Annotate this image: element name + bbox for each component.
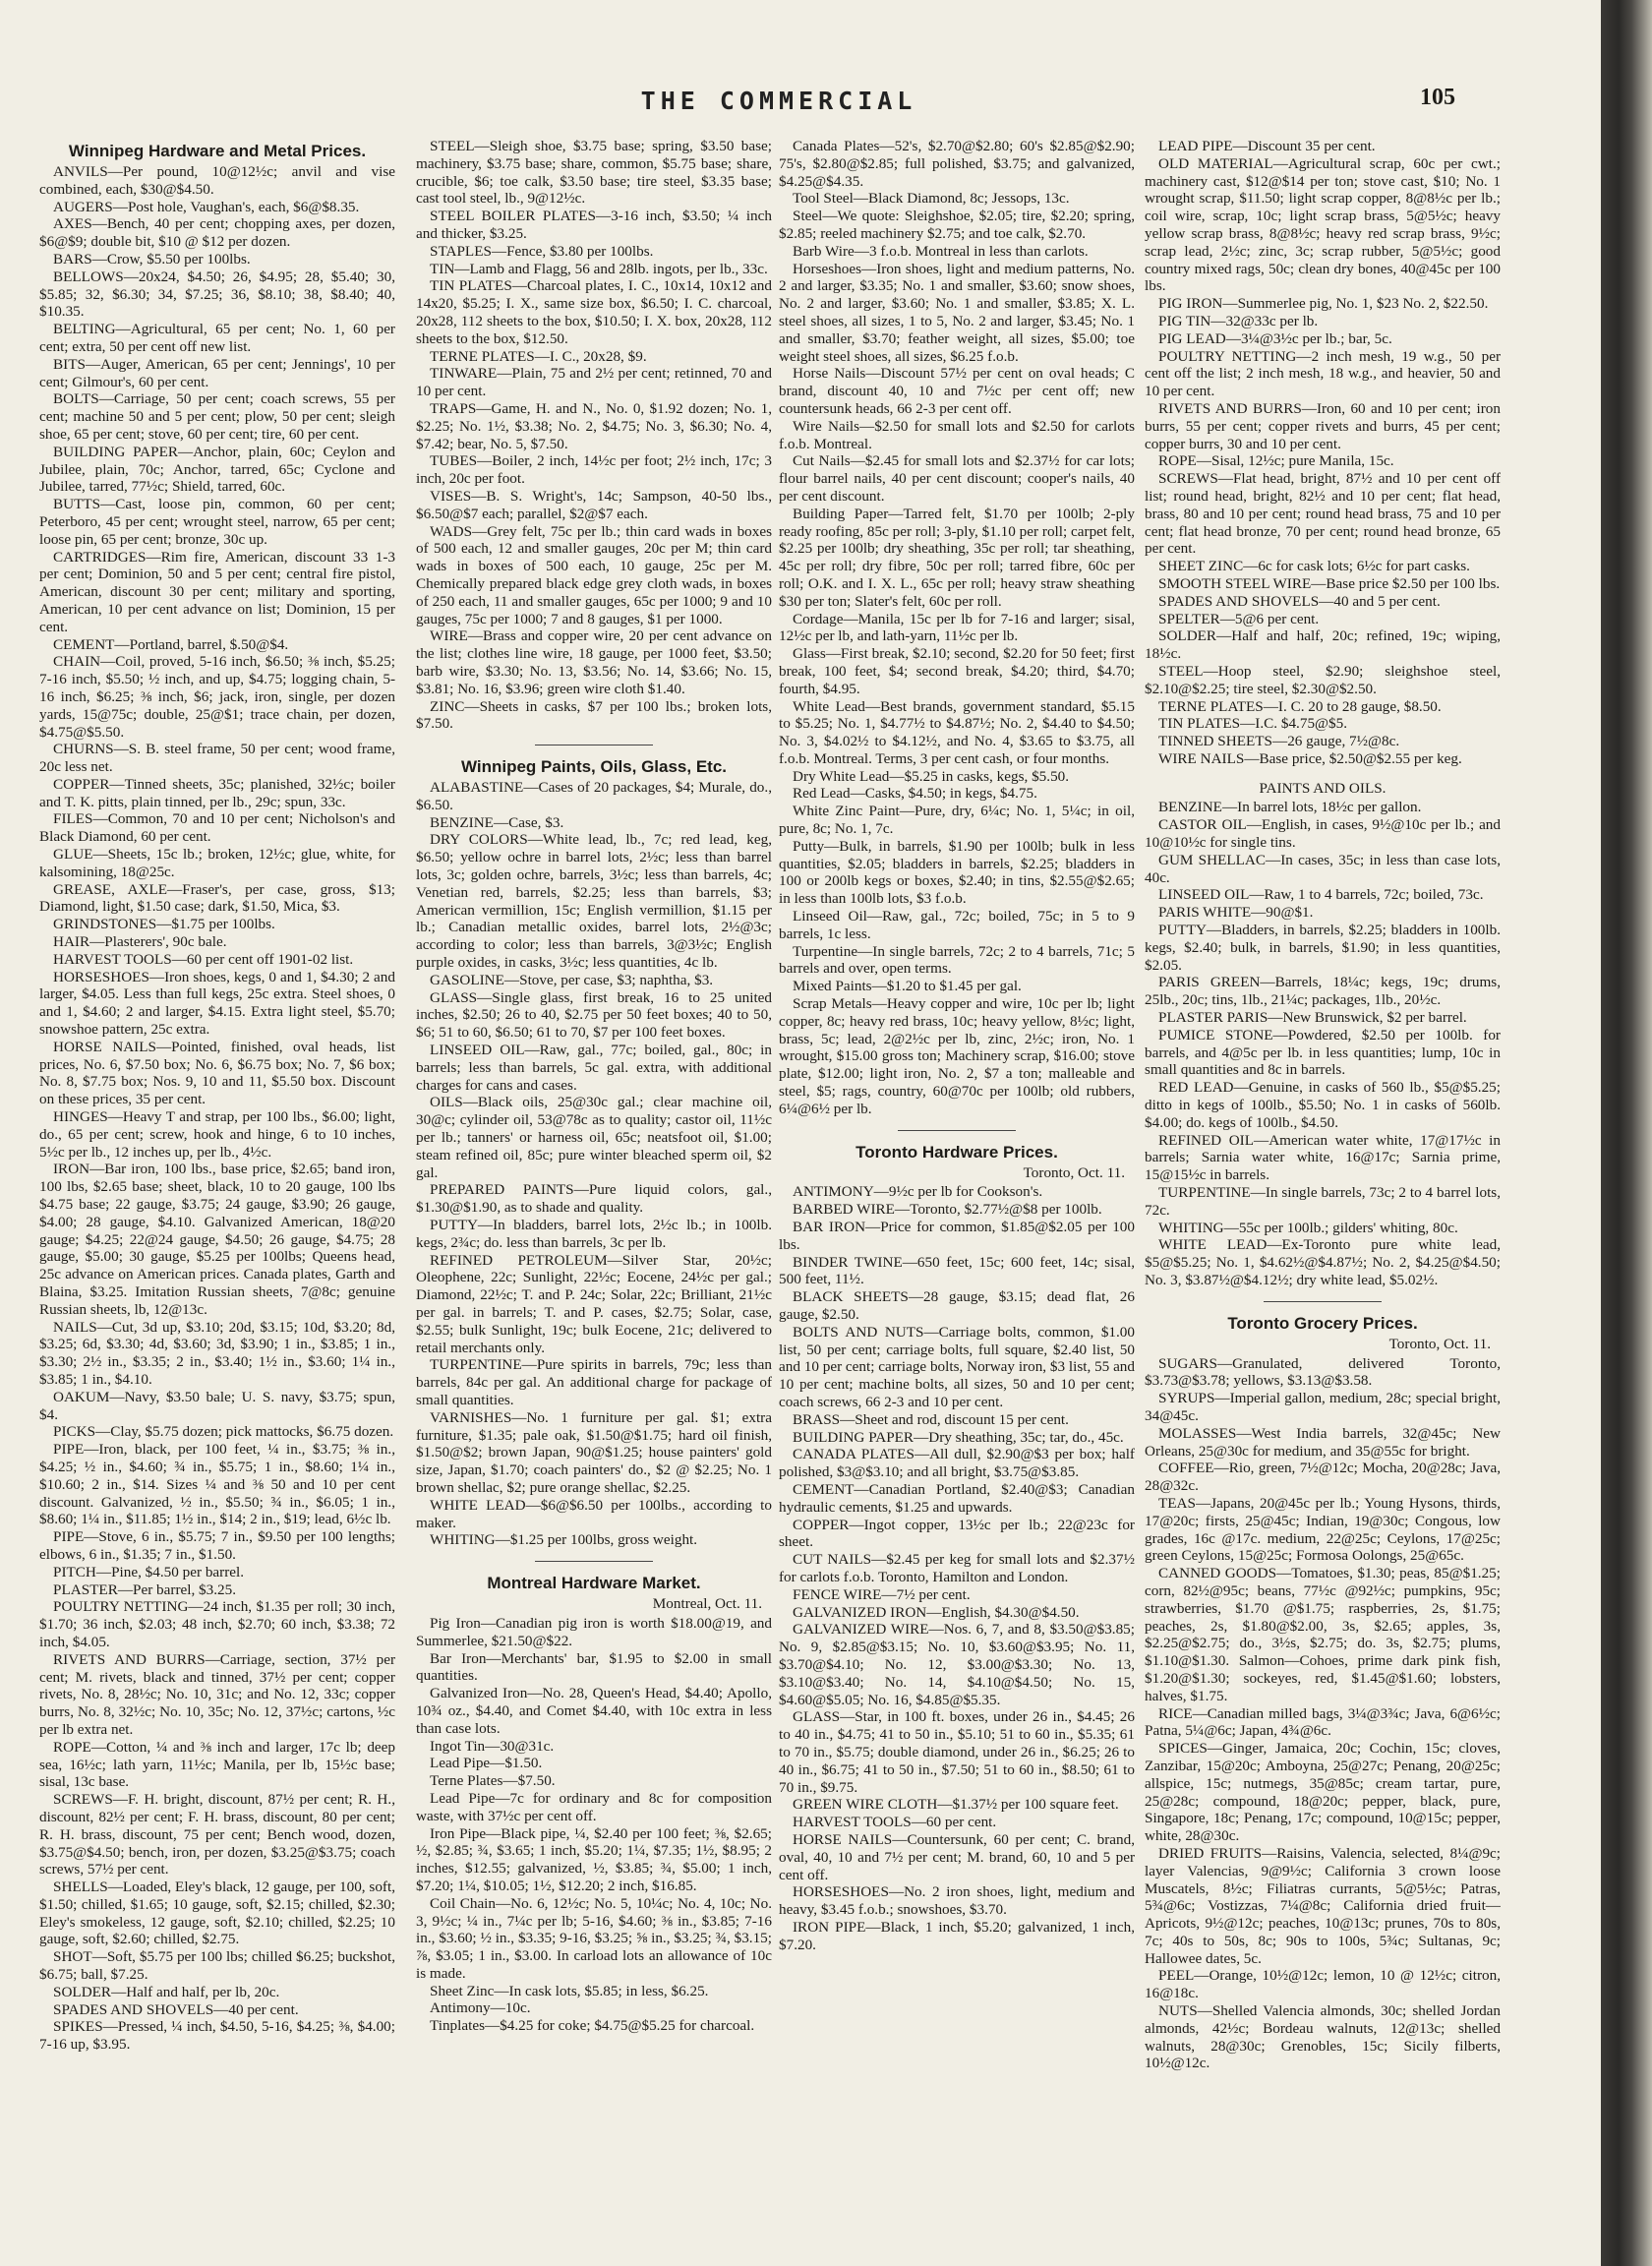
price-entry: ROPE—Sisal, 12½c; pure Manila, 15c.	[1158, 452, 1394, 470]
price-entry: OILS—Black oils, 25@30c gal.; clear machine oil, 30@c; cylinder oil, 53@78c as to quality; castor oil, 11½c per lb.; tanners' or harness oil, 65c; neatsfoot oil, $1.00; steam refined oil, 85c; pure winter bleached sperm oil, $2 gal.	[416, 1094, 772, 1181]
price-entry: CHAIN—Coil, proved, 5-16 inch, $6.50; ⅜ inch, $5.25; 7-16 inch, $5.50; ½ inch, and up, $4.75; logging chain, 5-16 inch, $6.25; ⅜ inch, $6; jack, iron, single, per dozen yards, 15@75c; double, 25@$1; trace chain, per dozen, $4.75@$5.50.	[39, 653, 395, 741]
section-divider	[898, 1130, 1016, 1131]
price-entry: SMOOTH STEEL WIRE—Base price $2.50 per 100 lbs.	[1158, 574, 1501, 592]
price-entry: FENCE WIRE—7½ per cent.	[793, 1585, 971, 1603]
price-entry: PEEL—Orange, 10½@12c; lemon, 10 @ 12½c; citron, 16@18c.	[1145, 1967, 1501, 2002]
price-entry: Building Paper—Tarred felt, $1.70 per 100lb; 2-ply ready roofing, 85c per roll; 3-ply, $1.10 per roll; carpet felt, $2.25 per 100lb; dry sheathing, 35c per roll; tar sheathing, 45c per roll; dry fibre, 50c per roll; tarred fibre, 60c per roll; O.K. and I. X. L., 65c per roll; heavy straw sheathing $30 per ton; Slater's felt, 60c per roll.	[779, 505, 1135, 610]
price-entry: CARTRIDGES—Rim fire, American, discount 33 1-3 per cent; Dominion, 50 and 5 per cent; central fire pistol, American, discount 30 per cent; military and sporting, American, 10 per cent advance on list; Dominion, 15 per cent.	[39, 548, 395, 635]
column-1	[39, 138, 395, 2252]
price-entry: Sheet Zinc—In cask lots, $5.85; in less, $6.25.	[430, 1982, 709, 1999]
price-entry: HINGES—Heavy T and strap, per 100 lbs., $6.00; light, do., 65 per cent; screw, hook and hinge, 6 to 10 inches, 5½c per lb., 12 inches up, per lb., 4½c.	[39, 1108, 395, 1161]
section-heading: Montreal Hardware Market.	[487, 1574, 701, 1593]
price-entry: ANVILS—Per pound, 10@12½c; anvil and vise combined, each, $30@$4.50.	[39, 163, 395, 198]
price-entry: GUM SHELLAC—In cases, 35c; in less than case lots, 40c.	[1145, 851, 1501, 886]
column-3	[779, 138, 1135, 2252]
price-entry: STAPLES—Fence, $3.80 per 100lbs.	[430, 242, 654, 260]
price-entry: COPPER—Tinned sheets, 35c; planished, 32½c; boiler and T. K. pitts, plain tinned, per lb., 29c; spun, 33c.	[39, 775, 395, 810]
price-entry: MOLASSES—West India barrels, 32@45c; New Orleans, 25@30c for medium, and 35@55c for bright.	[1145, 1424, 1501, 1460]
price-entry: Tinplates—$4.25 for coke; $4.75@$5.25 for charcoal.	[430, 2017, 755, 2035]
price-entry: BUILDING PAPER—Dry sheathing, 35c; tar, do., 45c.	[793, 1428, 1124, 1446]
price-entry: Mixed Paints—$1.20 to $1.45 per gal.	[793, 978, 1022, 995]
price-entry: BELLOWS—20x24, $4.50; 26, $4.95; 28, $5.40; 30, $5.85; 32, $6.30; 34, $7.25; 36, $8.10; 38, $8.40; 40, $10.35.	[39, 268, 395, 321]
price-entry: HORSESHOES—No. 2 iron shoes, light, medium and heavy, $3.45 f.o.b.; snowshoes, $3.70.	[779, 1883, 1135, 1919]
price-entry: GLUE—Sheets, 15c lb.; broken, 12½c; glue, white, for kalsomining, 18@25c.	[39, 846, 395, 880]
price-entry: NUTS—Shelled Valencia almonds, 30c; shelled Jordan almonds, 42½c; Bordeau walnuts, 12@13c; shelled walnuts, 28@30c; Grenobles, 15c; Sicily filberts, 10½@12c.	[1145, 2002, 1501, 2072]
price-entry: HARVEST TOOLS—60 per cent.	[793, 1814, 997, 1831]
price-entry: HARVEST TOOLS—60 per cent off 1901-02 list.	[53, 950, 354, 968]
price-entry: PLASTER PARIS—New Brunswick, $2 per barrel.	[1158, 1009, 1467, 1027]
price-entry: LEAD PIPE—Discount 35 per cent.	[1158, 138, 1376, 154]
price-entry: OAKUM—Navy, $3.50 bale; U. S. navy, $3.75; spun, $4.	[39, 1388, 395, 1423]
price-entry: Cut Nails—$2.45 for small lots and $2.37½ for car lots; flour barrel nails, 40 per cent discount; cooper's nails, 40 per cent discount.	[779, 452, 1135, 505]
price-entry: SPELTER—5@6 per cent.	[1158, 610, 1320, 627]
price-entry: PARIS WHITE—90@$1.	[1158, 904, 1314, 922]
price-entry: SPIKES—Pressed, ¼ inch, $4.50, 5-16, $4.25; ⅜, $4.00; 7-16 up, $3.95.	[39, 2018, 395, 2054]
dateline: Toronto, Oct. 11.	[1388, 1335, 1491, 1352]
price-section	[779, 138, 1135, 1118]
price-entry: TERNE PLATES—I. C. 20 to 28 gauge, $8.50.	[1158, 697, 1442, 715]
price-entry: BINDER TWINE—650 feet, 15c; 600 feet, 14c; sisal, 500 feet, 11½.	[779, 1253, 1135, 1288]
price-entry: TINWARE—Plain, 75 and 2½ per cent; retinned, 70 and 10 per cent.	[416, 365, 772, 400]
price-entry: GALVANIZED IRON—English, $4.30@$4.50.	[793, 1603, 1080, 1621]
price-entry: Linseed Oil—Raw, gal., 72c; boiled, 75c; in 5 to 9 barrels, 1c less.	[779, 908, 1135, 942]
price-section	[1145, 138, 1501, 768]
price-entry: White Zinc Paint—Pure, dry, 6¼c; No. 1, 5¼c; in oil, pure, 8c; No. 1, 7c.	[779, 803, 1135, 838]
book-binding-edge	[1601, 0, 1652, 2266]
price-entry: SPADES AND SHOVELS—40 and 5 per cent.	[1158, 592, 1441, 610]
price-entry: Bar Iron—Merchants' bar, $1.95 to $2.00 in small quantities.	[416, 1649, 772, 1685]
price-entry: PARIS GREEN—Barrels, 18¼c; kegs, 19c; drums, 25lb., 20c; tins, 1lb., 21¼c; packages, 1lb., 20½c.	[1145, 974, 1501, 1009]
price-entry: REFINED OIL—American water white, 17@17½c in barrels; Sarnia water white, 16@17c; Sarnia prime, 15@15½c in barrels.	[1145, 1131, 1501, 1184]
price-entry: NAILS—Cut, 3d up, $3.10; 20d, $3.15; 10d, $3.20; 8d, $3.25; 6d, $3.30; 4d, $3.60; 3d, $3.90; 1 in., $3.85; 1 in., $3.30; 2½ in., $3.35; 2 in., $3.40; 1½ in., $3.60; 1¼ in., $3.85; 1 in., $4.10.	[39, 1318, 395, 1388]
price-entry: BARBED WIRE—Toronto, $2.77½@$8 per 100lb.	[793, 1201, 1102, 1219]
price-entry: BARS—Crow, $5.50 per 100lbs.	[53, 250, 251, 268]
price-entry: PUTTY—Bladders, in barrels, $2.25; bladders in 100lb. kegs, $2.40; bulk, in barrels, $1.90; in less quantities, $2.05.	[1145, 922, 1501, 974]
price-entry: REFINED PETROLEUM—Silver Star, 20½c; Oleophene, 22c; Sunlight, 22½c; Eocene, 24½c per gal.; Diamond, 22½c; T. and P. 24c; Solar, 22c; Brilliant, 21½c per gal. in barrels; T. and P. cases, $2.75; Solar, case, $2.55; bulk Sunlight, 19c; bulk Eocene, 21c; delivered to retail merchants only.	[416, 1251, 772, 1356]
price-section	[416, 138, 772, 733]
price-entry: TRAPS—Game, H. and N., No. 0, $1.92 dozen; No. 1, $2.25; No. 1½, $3.38; No. 2, $4.75; No. 3, $6.30; No. 4, $7.42; bear, No. 5, $7.50.	[416, 399, 772, 452]
price-entry: Horseshoes—Iron shoes, light and medium patterns, No. 2 and larger, $3.35; No. 1 and smaller, $3.60; snow shoes, No. 2 and larger, $3.60; No. 1 and smaller, $3.85; X. L. steel shoes, all sizes, 1 to 5, No. 2 and larger, $3.45; No. 1 and smaller, $3.70; feather weight, all sizes, $5.00; toe weight steel shoes, all sizes, $6.25 f.o.b.	[779, 260, 1135, 365]
price-entry: PICKS—Clay, $5.75 dozen; pick mattocks, $6.75 dozen.	[53, 1423, 394, 1441]
price-entry: Ingot Tin—30@31c.	[430, 1737, 555, 1755]
price-entry: Scrap Metals—Heavy copper and wire, 10c per lb; light copper, 8c; heavy red brass, 10c; heavy yellow, 8½c; light, brass, 5c; lead, 2@2½c per lb, zinc, 2½c; iron, No. 1 wrought, $15.00 gross ton; Machinery scrap, $16.00; stove plate, $12.00; light iron, No. 2, $7 a ton; malleable and steel, $5; rags, country, 60@70c per 100lb; old rubbers, 6¼@6½ per lb.	[779, 995, 1135, 1117]
price-entry: BENZINE—In barrel lots, 18½c per gallon.	[1158, 799, 1422, 816]
price-entry: TERNE PLATES—I. C., 20x28, $9.	[430, 347, 647, 365]
dateline: Toronto, Oct. 11.	[1023, 1163, 1125, 1181]
price-entry: WHITE LEAD—$6@$6.50 per 100lbs., according to maker.	[416, 1496, 772, 1531]
price-entry: BENZINE—Case, $3.	[430, 813, 564, 831]
price-entry: PUTTY—In bladders, barrel lots, 2½c lb.; in 100lb. kegs, 2¾c; do. less than barrels, 3c per lb.	[416, 1217, 772, 1251]
price-entry: GREASE, AXLE—Fraser's, per case, gross, $13; Diamond, light, $1.50 case; dark, $1.50, Mica, $3.	[39, 880, 395, 916]
price-entry: PIG TIN—32@33c per lb.	[1158, 312, 1319, 329]
price-entry: Horse Nails—Discount 57½ per cent on oval heads; C brand, discount 40, 10 and 7½c per cent off; new countersunk heads, 66 2-3 per cent off.	[779, 365, 1135, 417]
price-entry: PITCH—Pine, $4.50 per barrel.	[53, 1563, 245, 1580]
price-entry: BUILDING PAPER—Anchor, plain, 60c; Ceylon and Jubilee, plain, 70c; Anchor, tarred, 65c; Cyclone and Jubilee, tarred, 77½c; Shield, tarred, 60c.	[39, 443, 395, 496]
price-entry: BUTTS—Cast, loose pin, common, 60 per cent; Peterboro, 45 per cent; wrought steel, narrow, 65 per cent; loose pin, 65 per cent; bronze, 30c up.	[39, 496, 395, 548]
price-entry: CANADA PLATES—All dull, $2.90@$3 per box; half polished, $3@$3.10; and all bright, $3.75@$3.85.	[779, 1446, 1135, 1481]
price-entry: SOLDER—Half and half, per lb, 20c.	[53, 1983, 280, 2000]
price-entry: SOLDER—Half and half, 20c; refined, 19c; wiping, 18½c.	[1145, 627, 1501, 663]
price-entry: Steel—We quote: Sleighshoe, $2.05; tire, $2.20; spring, $2.85; reeled machinery $2.75; and toe calk, $2.70.	[779, 208, 1135, 242]
price-entry: Barb Wire—3 f.o.b. Montreal in less than carlots.	[793, 242, 1089, 260]
price-entry: TIN—Lamb and Flagg, 56 and 28lb. ingots, per lb., 33c.	[430, 260, 768, 277]
price-entry: Lead Pipe—7c for ordinary and 8c for composition waste, with 37½c per cent off.	[416, 1789, 772, 1824]
price-entry: LINSEED OIL—Raw, 1 to 4 barrels, 72c; boiled, 73c.	[1158, 886, 1484, 904]
price-entry: HAIR—Plasterers', 90c bale.	[53, 933, 227, 951]
price-entry: HORSE NAILS—Countersunk, 60 per cent; C. brand, oval, 40, 10 and 7½ per cent; M. brand, 60, 10 and 5 per cent off.	[779, 1830, 1135, 1883]
price-entry: POULTRY NETTING—2 inch mesh, 19 w.g., 50 per cent off the list; 2 inch mesh, 18 w.g., and heavier, 50 and 10 per cent.	[1145, 347, 1501, 400]
price-entry: TEAS—Japans, 20@45c per lb.; Young Hysons, thirds, 17@20c; firsts, 25@45c; Indian, 19@30c; Congous, low grades, 16c @17c. medium, 22@25c; Ceylons, 17@25c; green Ceylons, 15@25c; Formosa Oolongs, 25@65c.	[1145, 1494, 1501, 1565]
price-entry: COPPER—Ingot copper, 13½c per lb.; 22@23c for sheet.	[779, 1516, 1135, 1551]
column-2	[416, 138, 772, 2252]
price-entry: SPICES—Ginger, Jamaica, 20c; Cochin, 15c; cloves, Zanzibar, 15@20c; Amboyna, 25@27c; Penang, 20@25c; allspice, 15c; nutmegs, 35@85c; cream tartar, pure, 25@28c; compound, 18@20c; pepper, black, pure, Singapore, 18c; Penang, 17c; compound, 10@15c; pepper, white, 28@30c.	[1145, 1740, 1501, 1845]
price-entry: ALABASTINE—Cases of 20 packages, $4; Murale, do., $6.50.	[416, 779, 772, 813]
subheading: PAINTS AND OILS.	[1259, 779, 1386, 797]
price-entry: WIRE NAILS—Base price, $2.50@$2.55 per keg.	[1158, 749, 1462, 767]
price-entry: TIN PLATES—Charcoal plates, I. C., 10x14, 10x12 and 14x20, $5.25; I. X., same size box, $6.50; I. C. charcoal, 20x28, 112 sheets to the box, $10.50; I. X. box, 20x28, 112 sheets to the box, $12.50.	[416, 277, 772, 347]
price-entry: STEEL BOILER PLATES—3-16 inch, $3.50; ¼ inch and thicker, $3.25.	[416, 208, 772, 242]
price-entry: SHEET ZINC—6c for cask lots; 6½c for part casks.	[1158, 558, 1470, 575]
price-entry: TURPENTINE—Pure spirits in barrels, 79c; less than barrels, 84c per gal. An additional charge for package of small quantities.	[416, 1356, 772, 1408]
price-entry: RED LEAD—Genuine, in casks of 560 lb., $5@$5.25; ditto in kegs of 100lb., $5.50; No. 1 in casks of 560lb. $4.00; do. kegs of 100lb., $4.50.	[1145, 1079, 1501, 1131]
running-title: THE COMMERCIAL	[640, 87, 917, 115]
section-heading: Winnipeg Paints, Oils, Glass, Etc.	[460, 757, 728, 777]
price-entry: GRINDSTONES—$1.75 per 100lbs.	[53, 916, 275, 933]
price-entry: VISES—B. S. Wright's, 14c; Sampson, 40-50 lbs., $6.50@$7 each; parallel, $2@$7 each.	[416, 487, 772, 522]
price-entry: Coil Chain—No. 6, 12½c; No. 5, 10¼c; No. 4, 10c; No. 3, 9½c; ¼ in., 7¼c per lb; 5-16, $4.60; ⅜ in., $3.85; 7-16 in., $3.60; ½ in., $3.35; 9-16, $3.25; ⅝ in., $3.25; ¾, $3.15; ⅞, $3.05; 1 in., $3.00. In carload lots an allowance of 10c is made.	[416, 1894, 772, 1982]
price-section	[39, 142, 395, 2054]
price-entry: RICE—Canadian milled bags, 3¼@3¾c; Java, 6@6½c; Patna, 5¼@6c; Japan, 4¾@6c.	[1145, 1704, 1501, 1740]
price-entry: Putty—Bulk, in barrels, $1.90 per 100lb; bulk in less quantities, $2.05; bladders in barrels, $2.25; bladders in 100 or 200lb kegs or boxes, $2.40; in tins, $2.55@$2.65; in less than 100lb lots, $3 f.o.b.	[779, 837, 1135, 908]
price-entry: WHITING—$1.25 per 100lbs, gross weight.	[430, 1531, 698, 1549]
price-entry: Wire Nails—$2.50 for small lots and $2.50 for carlots f.o.b. Montreal.	[779, 417, 1135, 452]
price-entry: VARNISHES—No. 1 furniture per gal. $1; extra furniture, $1.35; pale oak, $1.50@$1.75; hard oil finish, $1.50@$2; brown Japan, 90@$1.25; house painters' gold size, Japan, $1.70; coach painters' do., $2 @ $2.25; No. 1 brown shellac, $2; pure orange shellac, $2.25.	[416, 1408, 772, 1496]
price-entry: COFFEE—Rio, green, 7½@12c; Mocha, 20@28c; Java, 28@32c.	[1145, 1460, 1501, 1495]
price-entry: POULTRY NETTING—24 inch, $1.35 per roll; 30 inch, $1.70; 36 inch, $2.03; 48 inch, $2.70; 60 inch, $3.38; 72 inch, $4.05.	[39, 1598, 395, 1650]
price-entry: TURPENTINE—In single barrels, 73c; 2 to 4 barrel lots, 72c.	[1145, 1184, 1501, 1219]
price-entry: BLACK SHEETS—28 gauge, $3.15; dead flat, 26 gauge, $2.50.	[779, 1288, 1135, 1323]
price-entry: HORSE NAILS—Pointed, finished, oval heads, list prices, No. 6, $7.50 box; No. 6, $6.75 box; No. 7, $6 box; No. 8, $7.75 box; Nos. 9, 10 and 11, $5.50 box. Discount on these prices, 35 per cent.	[39, 1038, 395, 1108]
price-entry: CASTOR OIL—English, in cases, 9½@10c per lb.; and 10@10½c for single tins.	[1145, 816, 1501, 852]
price-entry: Glass—First break, $2.10; second, $2.20 for 50 feet; first break, 100 feet, $4; second break, $4.20; third, $4.70; fourth, $4.95.	[779, 645, 1135, 697]
price-entry: TIN PLATES—I.C. $4.75@$5.	[1158, 715, 1348, 733]
price-entry: PIG LEAD—3¼@3½c per lb.; bar, 5c.	[1158, 329, 1392, 347]
price-entry: GASOLINE—Stove, per case, $3; naphtha, $3.	[430, 971, 714, 988]
price-entry: WHITING—55c per 100lb.; gilders' whiting, 80c.	[1158, 1219, 1458, 1236]
price-entry: IRON PIPE—Black, 1 inch, $5.20; galvanized, 1 inch, $7.20.	[779, 1918, 1135, 1953]
price-entry: BELTING—Agricultural, 65 per cent; No. 1, 60 per cent; extra, 50 per cent off new list.	[39, 321, 395, 355]
price-entry: Canada Plates—52's, $2.70@$2.80; 60's $2.85@$2.90; 75's, $2.80@$2.85; full polished, $3.75; and galvanized, $4.25@$4.35.	[779, 138, 1135, 190]
price-entry: FILES—Common, 70 and 10 per cent; Nicholson's and Black Diamond, 60 per cent.	[39, 810, 395, 846]
price-section	[1145, 780, 1501, 1289]
price-section	[779, 1130, 1135, 1954]
price-entry: PIPE—Stove, 6 in., $5.75; 7 in., $9.50 per 100 lengths; elbows, 6 in., $1.35; 7 in., $1.50.	[39, 1528, 395, 1563]
price-entry: PUMICE STONE—Powdered, $2.50 per 100lb. for barrels, and 4@5c per lb. in less quantities; lump, 10c in small quantities and 8c in barrels.	[1145, 1026, 1501, 1079]
price-entry: PIPE—Iron, black, per 100 feet, ¼ in., $3.75; ⅜ in., $4.25; ½ in., $4.60; ¾ in., $5.75; 1 in., $8.60; 1¼ in., $10.60; 2 in., $14. Sizes ¼ and ⅜ 50 and 10 per cent discount. Galvanized, ½ in., $5.50; ¾ in., $6.05; 1 in., $8.60; 1¼ in., $11.85; 1½ in., $14; 2 in., $19; lead, 6½c lb.	[39, 1441, 395, 1528]
price-entry: Terne Plates—$7.50.	[430, 1772, 556, 1790]
price-entry: ZINC—Sheets in casks, $7 per 100 lbs.; broken lots, $7.50.	[416, 697, 772, 733]
price-entry: BOLTS AND NUTS—Carriage bolts, common, $1.00 list, 50 per cent; carriage bolts, full square, $2.40 list, 50 and 10 per cent; carriage bolts, Norway iron, $3 list, 55 and 10 per cent; machine bolts, all sizes, 50 and 10 per cent; coach screws, 66 2-3 and 10 per cent.	[779, 1323, 1135, 1410]
price-entry: BAR IRON—Price for common, $1.85@$2.05 per 100 lbs.	[779, 1219, 1135, 1253]
price-entry: OLD MATERIAL—Agricultural scrap, 60c per cwt.; machinery cast, $12@$14 per ton; stove cast, $10; No. 1 wrought scrap, $11.50; light scrap copper, 8@8½c per lb.; coil wire, scrap, 10c; light scrap brass, 5@5½c; heavy yellow scrap brass, 8@8½c; heavy red scrap brass, 9½c; scrap lead, 2½c; zinc, 3c; scrap rubber, 5@5½c; good country mixed rags, 50c; clean dry bones, 40@45c per 100 lbs.	[1145, 154, 1501, 295]
price-entry: PIG IRON—Summerlee pig, No. 1, $23 No. 2, $22.50.	[1158, 295, 1489, 313]
price-entry: DRY COLORS—White lead, lb., 7c; red lead, keg, $6.50; yellow ochre in barrel lots, 2½c; less than barrel lots, 3c; golden ochre, barrels, 3½c; less than barrels, 4c; Venetian red, barrels, $2.25; less than barrels, $3; American vermillion, 15c; English vermillion, $1.15 per lb.; Canadian metallic oxides, barrel lots, 2½@3c; according to color; less than barrels, 3@3½c; English purple oxides, in casks, 3½c; less quantities, 4c lb.	[416, 831, 772, 972]
price-entry: SHOT—Soft, $5.75 per 100 lbs; chilled $6.25; buckshot, $6.75; ball, $7.25.	[39, 1948, 395, 1984]
section-divider	[535, 1561, 653, 1562]
section-divider	[1264, 1301, 1382, 1302]
column-4	[1145, 138, 1501, 2252]
price-entry: GREEN WIRE CLOTH—$1.37½ per 100 square feet.	[793, 1796, 1119, 1814]
price-entry: WIRE—Brass and copper wire, 20 per cent advance on the list; clothes line wire, 18 gauge, per 1000 feet, $3.50; barb wire, $3.30; No. 13, $3.56; No. 14, $3.66; No. 15, $3.81; No. 16, $3.96; green wire cloth $1.40.	[416, 627, 772, 697]
price-entry: RIVETS AND BURRS—Carriage, section, 37½ per cent; M. rivets, black and tinned, 37½ per cent; copper rivets, No. 8, 28½c; No. 10, 31c; and No. 12, 33c; copper burrs, No. 8, 32½c; No. 10, 35c; No. 12, 37½c; cartons, ½c per lb extra net.	[39, 1650, 395, 1738]
price-section	[416, 745, 772, 1549]
price-entry: ROPE—Cotton, ¼ and ⅜ inch and larger, 17c lb; deep sea, 16½c; lath yarn, 11½c; Manila, per lb, 15½c base; sisal, 13c base.	[39, 1738, 395, 1791]
price-entry: SYRUPS—Imperial gallon, medium, 28c; special bright, 34@45c.	[1145, 1390, 1501, 1424]
price-entry: White Lead—Best brands, government standard, $5.15 to $5.25; No. 1, $4.77½ to $4.87½; No. 2, $4.40 to $4.50; No. 3, $4.02½ to $4.12½, and No. 4, $3.65 to $3.75, all f.o.b. Montreal. Terms, 3 per cent cash, or four months.	[779, 697, 1135, 767]
price-entry: Turpentine—In single barrels, 72c; 2 to 4 barrels, 71c; 5 barrels and over, open terms.	[779, 942, 1135, 978]
price-entry: WADS—Grey felt, 75c per lb.; thin card wads in boxes of 500 each, 12 and smaller gauges, 20c per M; thin card wads in boxes of 500 each, 10 gauge, 25c per M. Chemically prepared black edge grey cloth wads, in boxes of 250 each, 11 and smaller gauges, 65c per 1000; 9 and 10 gauges, 75c per 1000; 7 and 8 gauges, $1 per 1000.	[416, 522, 772, 627]
price-entry: RIVETS AND BURRS—Iron, 60 and 10 per cent; iron burrs, 55 per cent; copper rivets and burrs, 45 per cent; copper burrs, 30 and 10 per cent.	[1145, 399, 1501, 452]
price-entry: TUBES—Boiler, 2 inch, 14½c per foot; 2½ inch, 17c; 3 inch, 20c per foot.	[416, 452, 772, 488]
price-entry: Red Lead—Casks, $4.50; in kegs, $4.75.	[793, 785, 1037, 803]
price-entry: Galvanized Iron—No. 28, Queen's Head, $4.40; Apollo, 10¾ oz., $4.40, and Comet $4.40, with 10c extra in less than case lots.	[416, 1685, 772, 1737]
price-entry: GLASS—Star, in 100 ft. boxes, under 26 in., $4.45; 26 to 40 in., $4.75; 41 to 50 in., $5.10; 51 to 60 in., $5.35; 61 to 70 in., $5.75; double diamond, under 26 in., $6.25; 26 to 40 in., $6.75; 41 to 50 in., $7.50; 51 to 60 in., $8.50; 61 to 70 in., $9.75.	[779, 1708, 1135, 1796]
price-entry: ANTIMONY—9½c per lb for Cookson's.	[793, 1183, 1043, 1201]
price-entry: STEEL—Sleigh shoe, $3.75 base; spring, $3.50 base; machinery, $3.75 base; share, common, $5.75 base; share, crucible, $6; toe calk, $3.50 base; tire steel, $3.35 base; cast tool steel, lb., 9@12½c.	[416, 138, 772, 208]
price-entry: GALVANIZED WIRE—Nos. 6, 7, and 8, $3.50@$3.85; No. 9, $2.85@$3.15; No. 10, $3.60@$3.95; No. 11, $3.70@$4.10; No. 12, $3.00@$3.30; No. 13, $3.10@$3.40; No. 14, $4.10@$4.50; No. 15, $4.60@$5.05; No. 16, $4.85@$5.35.	[779, 1621, 1135, 1708]
price-entry: BOLTS—Carriage, 50 per cent; coach screws, 55 per cent; machine 50 and 5 per cent; plow, 50 per cent; sleigh shoe, 65 per cent; stove, 60 per cent; tire, 60 per cent.	[39, 390, 395, 443]
section-heading: Winnipeg Hardware and Metal Prices.	[68, 142, 367, 160]
price-entry: CHURNS—S. B. steel frame, 50 per cent; wood frame, 20c less net.	[39, 741, 395, 776]
price-entry: AUGERS—Post hole, Vaughan's, each, $6@$8.35.	[53, 198, 360, 215]
page-number: 105	[1420, 85, 1455, 110]
price-entry: CANNED GOODS—Tomatoes, $1.30; peas, 85@$1.25; corn, 82½@95c; beans, 77½c @92½c; pumpkins, 95c; strawberries, $1.70 @$1.75; raspberries, 2s, $1.75; peaches, 2s, $1.80@$2.00, 3s, $2.65; apples, 3s, $2.25@$2.75; do., 3½s, $2.75; do. 3s, $2.75; plums, $1.10@$1.30. Salmon—Cohoes, prime dark pink fish, $1.20@$1.30; sockeyes, red, $1.45@$1.60; lobsters, halves, $1.75.	[1145, 1565, 1501, 1704]
price-entry: CEMENT—Portland, barrel, $.50@$4.	[53, 635, 289, 653]
price-entry: DRIED FRUITS—Raisins, Valencia, selected, 8¼@9c; layer Valencias, 9@9½c; California 3 crown loose Muscatels, 8½c; Filiatras currants, 5@5½c; Patras, 5¾@6c; Vostizzas, 7¼@8c; California dried fruit—Apricots, 9½@12c; peaches, 10@13c; prunes, 70s to 80s, 7c; 40s to 50s, 8c; 90s to 100s, 5¾c; Sultanas, 9c; Hallowee dates, 5c.	[1145, 1844, 1501, 1967]
section-heading: Toronto Hardware Prices.	[856, 1142, 1058, 1162]
price-entry: BITS—Auger, American, 65 per cent; Jennings', 10 per cent; Gilmour's, 60 per cent.	[39, 355, 395, 390]
price-entry: STEEL—Hoop steel, $2.90; sleighshoe steel, $2.10@$2.25; tire steel, $2.30@$2.50.	[1145, 662, 1501, 697]
price-section	[416, 1561, 772, 2035]
price-entry: PLASTER—Per barrel, $3.25.	[53, 1580, 237, 1598]
price-entry: Lead Pipe—$1.50.	[430, 1755, 543, 1772]
price-entry: PREPARED PAINTS—Pure liquid colors, gal., $1.30@$1.90, as to shade and quality.	[416, 1181, 772, 1217]
price-entry: SPADES AND SHOVELS—40 per cent.	[53, 2000, 299, 2018]
price-section	[1145, 1301, 1501, 2072]
price-entry: LINSEED OIL—Raw, gal., 77c; boiled, gal., 80c; in barrels; less than barrels, 5c gal. extra, with additional charges for cans and cases.	[416, 1042, 772, 1094]
price-entry: SHELLS—Loaded, Eley's black, 12 gauge, per 100, soft, $1.50; chilled, $1.65; 10 gauge, soft, $2.15; chilled, $2.30; Eley's smokeless, 12 gauge, soft, $2.10; chilled, $2.25; 10 gauge, soft, $2.60; chilled, $2.75.	[39, 1878, 395, 1948]
price-entry: TINNED SHEETS—26 gauge, 7½@8c.	[1158, 733, 1400, 750]
price-entry: CEMENT—Canadian Portland, $2.40@$3; Canadian hydraulic cements, $1.25 and upwards.	[779, 1480, 1135, 1516]
dateline: Montreal, Oct. 11.	[652, 1595, 762, 1613]
price-entry: Iron Pipe—Black pipe, ¼, $2.40 per 100 feet; ⅜, $2.65; ½, $2.85; ¾, $3.65; 1 inch, $5.20; 1¼, $7.35; 1½, $8.95; 2 inches, $12.55; galvanized, ½, $3.85; ¾, $5.00; 1 inch, $7.20; 1¼, $10.05; 1½, $12.20; 2 inch, $16.85.	[416, 1824, 772, 1894]
price-entry: AXES—Bench, 40 per cent; chopping axes, per dozen, $6@$9; double bit, $10 @ $12 per dozen.	[39, 215, 395, 251]
price-entry: IRON—Bar iron, 100 lbs., base price, $2.65; band iron, 100 lbs, $2.65 base; sheet, black, 10 to 20 gauge, 100 lbs $4.75 base; 22 gauge, $3.75; 24 gauge, $3.90; 26 gauge, $4.00; 28 gauge, $4.10. Galvanized American, 18@20 gauge; $4.25; 22@24 gauge, $4.50; 26 gauge, $4.75; 28 gauge, $5.00; 30 gauge, $5.25 per 100lbs; Queens head, 25c advance on American prices. Canada plates, Garth and Blaina, $3.25. Imitation Russian sheets, 7@8c; genuine Russian sheets, lb, 12@13c.	[39, 1161, 395, 1318]
price-entry: CUT NAILS—$2.45 per keg for small lots and $2.37½ for carlots f.o.b. Toronto, Hamilton and London.	[779, 1551, 1135, 1585]
price-entry: SCREWS—Flat head, bright, 87½ and 10 per cent off list; round head, bright, 82½ and 10 per cent; flat head, brass, 80 and 10 per cent; round head brass, 75 and 10 per cent; flat head bronze, 70 per cent; round head bronze, 65 per cent.	[1145, 470, 1501, 558]
price-entry: Tool Steel—Black Diamond, 8c; Jessops, 13c.	[793, 190, 1070, 208]
price-entry: BRASS—Sheet and rod, discount 15 per cent.	[793, 1410, 1069, 1428]
price-entry: SCREWS—F. H. bright, discount, 87½ per cent; R. H., discount, 82½ per cent; F. H. brass, discount, 80 per cent; R. H. brass, discount, 75 per cent; Bench wood, dozen, $3.75@$4.50; bench, iron, per dozen, $3.25@$3.75; coach screws, 57½ per cent.	[39, 1791, 395, 1878]
section-heading: Toronto Grocery Prices.	[1227, 1313, 1418, 1333]
price-entry: SUGARS—Granulated, delivered Toronto, $3.73@$3.78; yellows, $3.13@$3.58.	[1145, 1354, 1501, 1390]
price-entry: WHITE LEAD—Ex-Toronto pure white lead, $5@$5.25; No. 1, $4.62½@$4.87½; No. 2, $4.25@$4.50; No. 3, $3.87½@$4.12½; dry white lead, $5.02½.	[1145, 1236, 1501, 1288]
price-entry: HORSESHOES—Iron shoes, kegs, 0 and 1, $4.30; 2 and larger, $4.05. Less than full kegs, 25c extra. Steel shoes, 0 and 1, $4.60; 2 and larger, $4.15. Extra light steel, $5.70; snowshoe pattern, 25c extra.	[39, 968, 395, 1039]
price-entry: Cordage—Manila, 15c per lb for 7-16 and larger; sisal, 12½c per lb, and lath-yarn, 11½c per lb.	[779, 610, 1135, 645]
price-entry: Dry White Lead—$5.25 in casks, kegs, $5.50.	[793, 767, 1070, 785]
price-entry: Antimony—10c.	[430, 1999, 531, 2017]
price-entry: GLASS—Single glass, first break, 16 to 25 united inches, $2.50; 26 to 40, $2.75 per 50 feet boxes; 40 to 50, $6; 51 to 60, $6.50; 61 to 70, $7 per 100 feet boxes.	[416, 988, 772, 1042]
price-entry: Pig Iron—Canadian pig iron is worth $18.00@19, and Summerlee, $21.50@$22.	[416, 1614, 772, 1649]
